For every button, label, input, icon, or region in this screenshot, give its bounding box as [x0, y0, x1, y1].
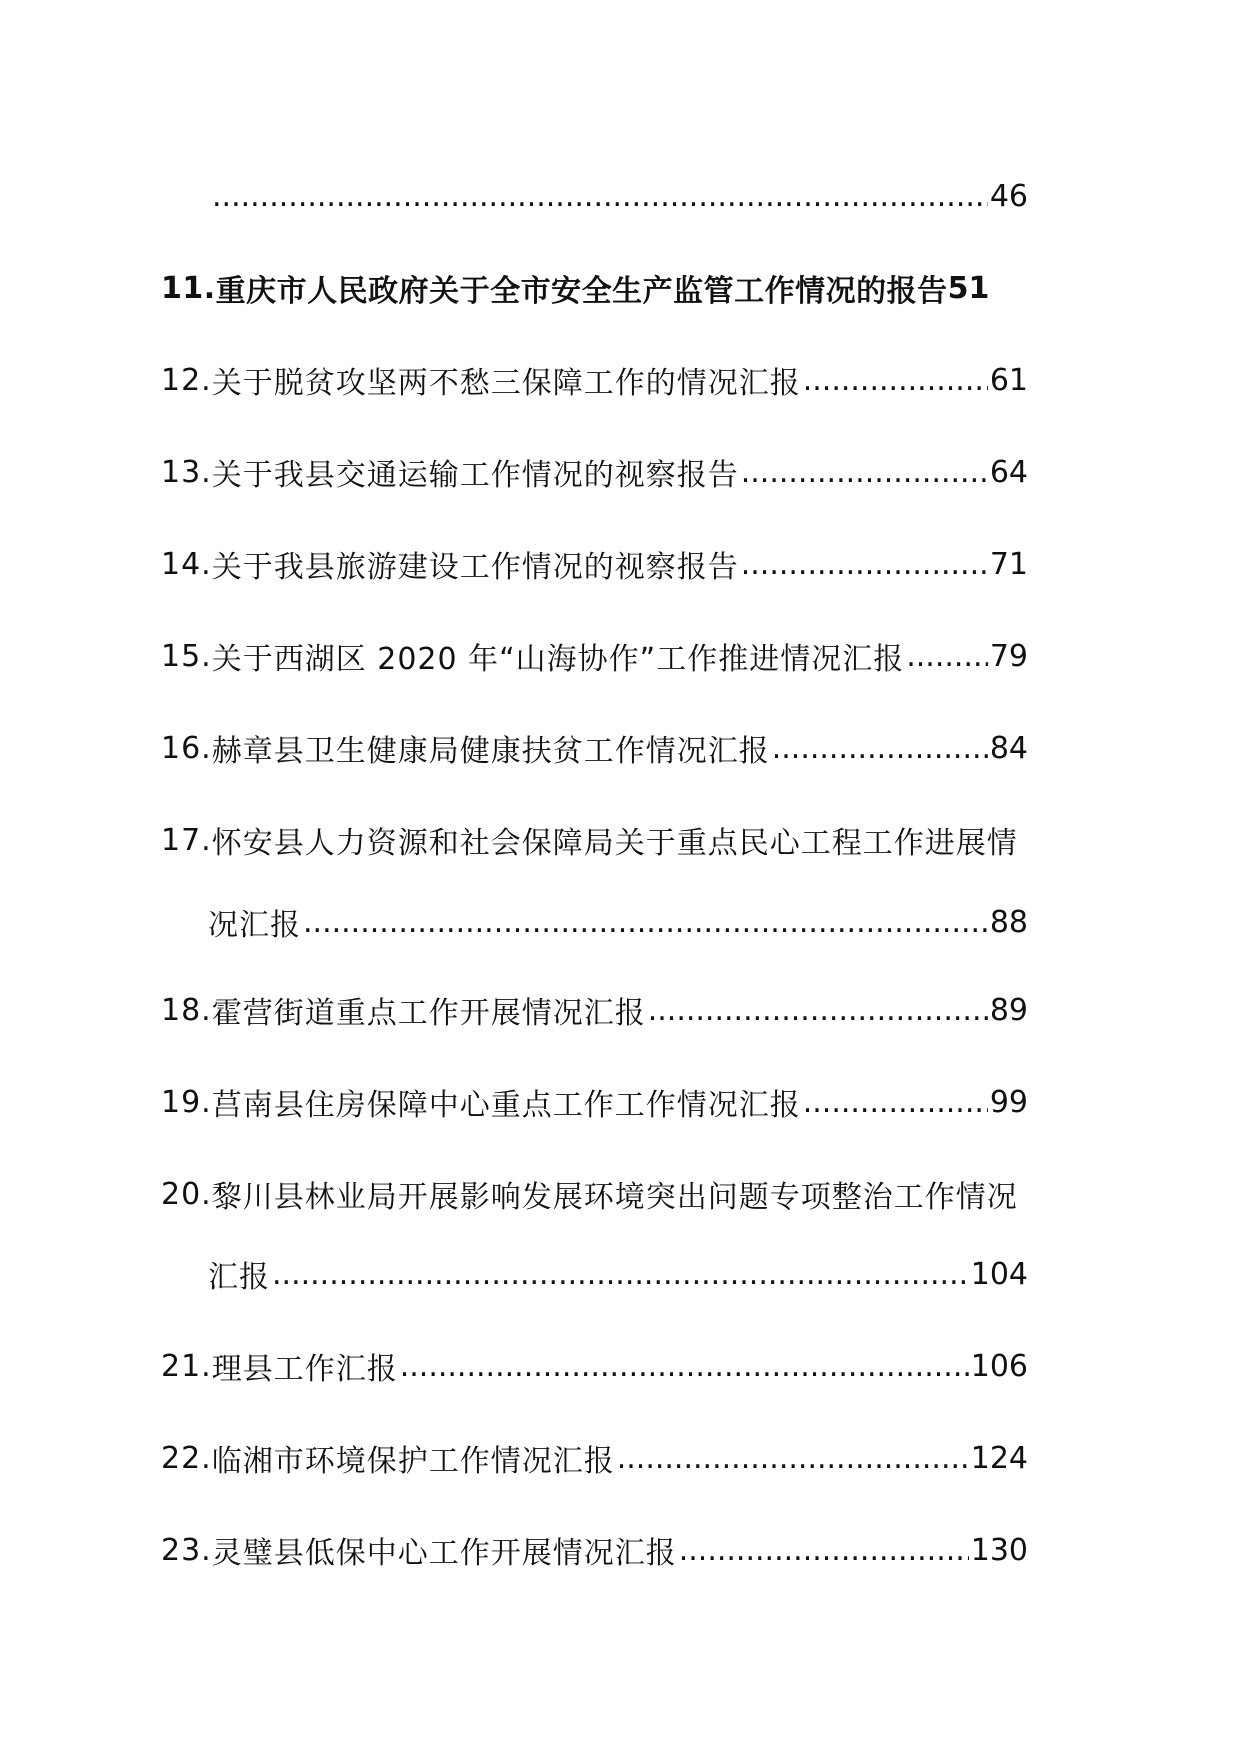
toc-entry [0, 350, 1240, 410]
dot-leader [617, 1441, 969, 1476]
toc-entry-number: 16. [161, 730, 212, 766]
toc-entry-number: 21. [161, 1348, 212, 1384]
toc-page-number: 124 [970, 1440, 1028, 1476]
dot-leader [803, 363, 988, 398]
toc-entry-number: 11. [161, 270, 216, 306]
toc-entry [0, 534, 1240, 594]
dot-leader [212, 179, 988, 214]
dot-leader [679, 1533, 969, 1568]
toc-entry [0, 1520, 1240, 1580]
toc-entry-number: 17. [161, 822, 212, 858]
toc-entry-number: 19. [161, 1084, 212, 1120]
toc-page-number: 106 [970, 1348, 1028, 1384]
toc-entry [0, 626, 1240, 686]
toc-page-number: 99 [989, 1084, 1028, 1120]
toc-entry-number: 18. [161, 992, 212, 1028]
toc-entry-title: 临湘市环境保护工作情况汇报 [211, 1444, 615, 1479]
toc-entry-title: 理县工作汇报 [211, 1352, 398, 1387]
dot-leader [741, 547, 988, 582]
toc-page-number: 89 [989, 992, 1028, 1028]
toc-entry-number: 20. [161, 1176, 212, 1212]
toc-entry-continuation [0, 1244, 1240, 1304]
toc-entry [0, 1072, 1240, 1132]
toc-entry-continuation [0, 892, 1240, 952]
dot-leader [772, 731, 988, 766]
toc-page-number: 79 [989, 638, 1028, 674]
toc-entry-title: 况汇报 [208, 908, 301, 943]
toc-entry [0, 442, 1240, 502]
dot-leader [303, 905, 988, 940]
toc-entry-number: 15. [161, 638, 212, 674]
toc-entry-title: 赫章县卫生健康局健康扶贫工作情况汇报 [211, 734, 770, 769]
toc-page-number: 84 [989, 730, 1028, 766]
toc-page-number: 51 [947, 270, 990, 306]
toc-entry-title: 汇报 [208, 1260, 270, 1295]
toc-entry [0, 980, 1240, 1040]
toc-page-number: 71 [989, 546, 1028, 582]
toc-entry [0, 1164, 1240, 1224]
toc-page-number: 104 [970, 1256, 1028, 1292]
dot-leader [906, 639, 988, 674]
dot-leader [272, 1257, 969, 1292]
toc-entry-title: 关于我县交通运输工作情况的视察报告 [211, 458, 739, 493]
dot-leader [648, 993, 988, 1028]
toc-entry [0, 258, 1240, 318]
toc-entry-title: 黎川县林业局开展影响发展环境突出问题专项整治工作情况 [211, 1180, 1018, 1215]
toc-entry [0, 166, 1240, 226]
toc-entry-number: 14. [161, 546, 212, 582]
toc-entry [0, 1336, 1240, 1396]
toc-entry-title: 重庆市人民政府关于全市安全生产监管工作情况的报告 [215, 274, 948, 309]
toc-entry-number: 22. [161, 1440, 212, 1476]
toc-entry-title: 怀安县人力资源和社会保障局关于重点民心工程工作进展情 [211, 826, 1018, 861]
toc-entry-title: 霍营街道重点工作开展情况汇报 [211, 996, 646, 1031]
dot-leader [741, 455, 988, 490]
dot-leader [400, 1349, 969, 1384]
toc-entry-title: 关于脱贫攻坚两不愁三保障工作的情况汇报 [211, 366, 801, 401]
toc-page-number: 61 [989, 362, 1028, 398]
toc-page-number: 46 [989, 178, 1028, 214]
toc-entry [0, 1428, 1240, 1488]
toc-entry-title: 灵璧县低保中心工作开展情况汇报 [211, 1536, 677, 1571]
toc-entry-number: 23. [161, 1532, 212, 1568]
toc-entry-title: 关于我县旅游建设工作情况的视察报告 [211, 550, 739, 585]
toc-page-number: 64 [989, 454, 1028, 490]
toc-entry-number: 13. [161, 454, 212, 490]
toc-entry-number: 12. [161, 362, 212, 398]
toc-entry [0, 718, 1240, 778]
toc-page-number: 88 [989, 904, 1028, 940]
toc-entry [0, 810, 1240, 870]
toc-entry-title: 关于西湖区 2020 年“山海协作”工作推进情况汇报 [211, 642, 905, 677]
toc-page-number: 130 [970, 1532, 1028, 1568]
toc-entry-title: 莒南县住房保障中心重点工作工作情况汇报 [211, 1088, 801, 1123]
dot-leader [803, 1085, 988, 1120]
